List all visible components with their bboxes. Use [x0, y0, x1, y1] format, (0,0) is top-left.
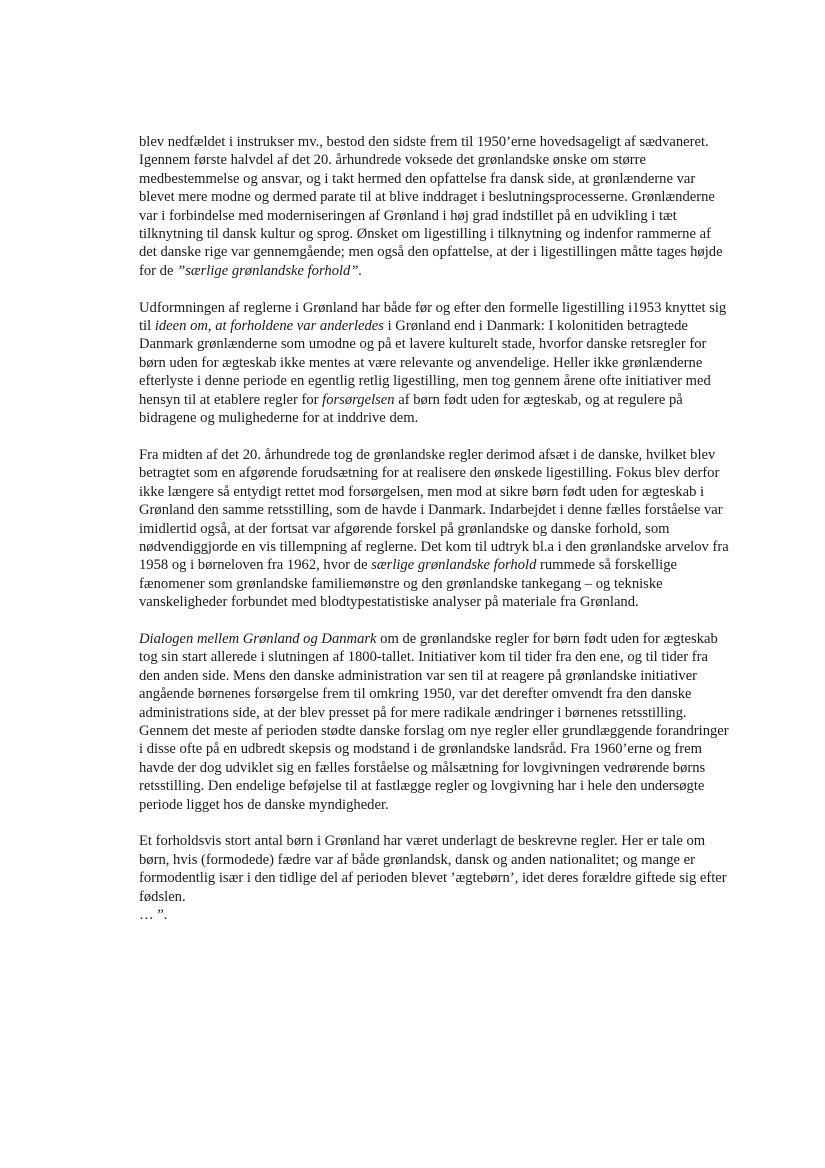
- text-segment: Udformningen af reglerne i Grønland har både før og efter den formelle ligestilling i1953 knyttet sig til: [139, 299, 727, 335]
- italic-text: Dialogen mellem Grønland og Danmark: [139, 630, 377, 647]
- text-segment: om de grønlandske regler for børn født uden for ægteskab tog sin start allerede i slutningen af 1800-tallet. Initiativer kom til tider fra den ene, og til tider fra den anden side. Mens den danske administration var sen til at reagere på grønlandske initiativer angående børnenes forsørgelse frem til omkring 1950, var det derefter omvendt fra den danske administrations side, at der blev presset på for mere radikale ændringer i børnenes retsstilling. Gennem det meste af perioden stødte danske forslag om nye regler eller grundlæggende forandringer i disse ofte på en udbredt skepsis og modstand i de grønlandske landsråd. Fra 1960’erne og frem havde der dog udviklet sig en fælles forståelse og målsætning for lovgivningen vedrørende børns retsstilling. Den endelige beføjelse til at fastlægge regler og lovgivning har i hele den undersøgte periode ligget hos de danske myndigheder.: [139, 630, 729, 813]
- italic-text: forsørgelsen: [322, 391, 395, 408]
- italic-text: særlige grønlandske forhold: [371, 557, 537, 574]
- text-segment: rummede så forskellige fænomener som grønlandske familiemønstre og den grønlandske tankegang – og tekniske vanskeligheder forbundet med blodtypestatistiske analyser på materiale fra Grønland.: [139, 557, 677, 611]
- text-segment: blev nedfældet i instrukser mv., bestod den sidste frem til 1950’erne hovedsageligt af sædvaneret. Igennem første halvdel af det 20. århundrede voksede det grønlandske ønske om større medbestemmelse og ansvar, og i takt hermed den opfattelse fra dansk side, at grønlænderne var blevet mere modne og dermed parate til at blive inddraget i beslutningsprocesserne. Grønlænderne var i forbindelse med moderniseringen af Grønland i høj grad indstillet på en udvikling i tæt tilknytning til dansk kultur og sprog. Ønsket om ligestilling i tilknytning og indenfor rammerne af det danske rige var gennemgående; men også den opfattelse, at der i ligestillingen måtte tages højde for de: [139, 134, 723, 279]
- paragraph-3: [139, 446, 729, 612]
- text-segment: af børn født uden for ægteskab, og at regulere på bidragene og mulighederne for at inddrive dem.: [139, 391, 683, 427]
- paragraph-5: [139, 832, 729, 924]
- body-text: [139, 133, 729, 924]
- text-segment: Et forholdsvis stort antal børn i Grønland har været underlagt de beskrevne regler. Her er tale om børn, hvis (formodede) fædre var af både grønlandsk, dansk og anden nationalitet; og mange er formodentlig især i den tidlige del af perioden blevet ’ægtebørn’, idet deres forældre giftede sig efter fødslen.: [139, 833, 727, 905]
- closing-ellipsis: … ”.: [139, 907, 168, 923]
- paragraph-4: [139, 630, 729, 814]
- text-segment: i Grønland end i Danmark: I kolonitiden betragtede Danmark grønlænderne som umodne og på et lavere kulturelt stade, hvorfor danske retsregler for børn uden for ægteskab ikke mentes at være relevante og anvendelige. Heller ikke grønlænderne efterlyste i denne periode en egentlig retlig ligestilling, men tog gennem årene ofte initiativer med hensyn til at etablere regler for: [139, 318, 711, 408]
- paragraph-1: [139, 133, 729, 280]
- italic-text: ”særlige grønlandske forhold”.: [177, 262, 363, 279]
- italic-text: ideen om, at forholdene var anderledes: [154, 318, 384, 335]
- paragraph-2: [139, 299, 729, 428]
- text-segment: Fra midten af det 20. århundrede tog de grønlandske regler derimod afsæt i de danske, hvilket blev betragtet som en afgørende forudsætning for at realisere den ønskede ligestilling. Fokus blev derfor ikke længere så entydigt rettet mod forsørgelsen, men mod at sikre børn født uden for ægteskab i Grønland den samme retsstilling, som de havde i Danmark. Indarbejdet i denne fælles forståelse var imidlertid også, at der fortsat var afgørende forskel på grønlandske og danske forhold, som nødvendiggjorde en vis tillempning af reglerne. Det kom til udtryk bl.a i den grønlandske arvelov fra 1958 og i børneloven fra 1962, hvor de: [139, 446, 729, 574]
